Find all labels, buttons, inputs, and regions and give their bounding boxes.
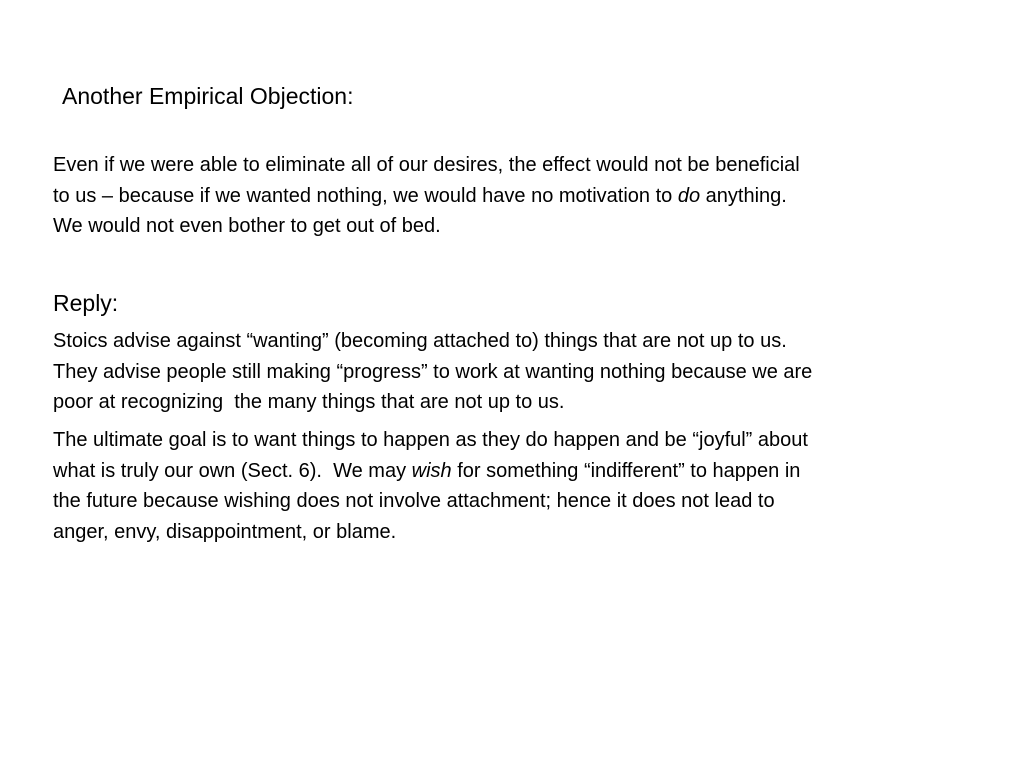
objection-line-1: Even if we were able to eliminate all of our desires, the effect would not be beneficial (53, 154, 800, 176)
reply-paragraph-2 (53, 425, 983, 547)
reply-1-line-3: poor at recognizing the many things that are not up to us. (53, 391, 565, 413)
reply-paragraph-1 (53, 326, 983, 418)
objection-line-2 (53, 181, 983, 212)
reply-2-line-3: the future because wishing does not involve attachment; hence it does not lead to (53, 490, 775, 512)
reply-2-line-2 (53, 456, 983, 487)
reply-2-line-4: anger, envy, disappointment, or blame. (53, 520, 397, 543)
reply-2-line-1: The ultimate goal is to want things to happen as they do happen and be “joyful” about (53, 429, 808, 451)
slide-title: Another Empirical Objection: (62, 83, 354, 109)
objection-line-2-before: to us – because if we wanted nothing, we would have no motivation to (53, 184, 678, 207)
objection-line-3: We would not even bother to get out of bed. (53, 215, 441, 237)
reply-2-line-2-emphasis: wish (411, 459, 452, 482)
objection-paragraph (53, 150, 983, 242)
reply-heading: Reply: (53, 290, 119, 316)
objection-line-2-emphasis: do (677, 184, 701, 207)
objection-line-2-after: anything. (700, 184, 787, 207)
reply-2-line-2-after: for something “indifferent” to happen in (451, 459, 801, 482)
reply-2-line-2-before: what is truly our own (Sect. 6). We may (53, 459, 412, 482)
reply-1-line-1: Stoics advise against “wanting” (becoming attached to) things that are not up to us. (53, 330, 787, 352)
reply-1-line-2: They advise people still making “progress” to work at wanting nothing because we are (53, 360, 813, 383)
